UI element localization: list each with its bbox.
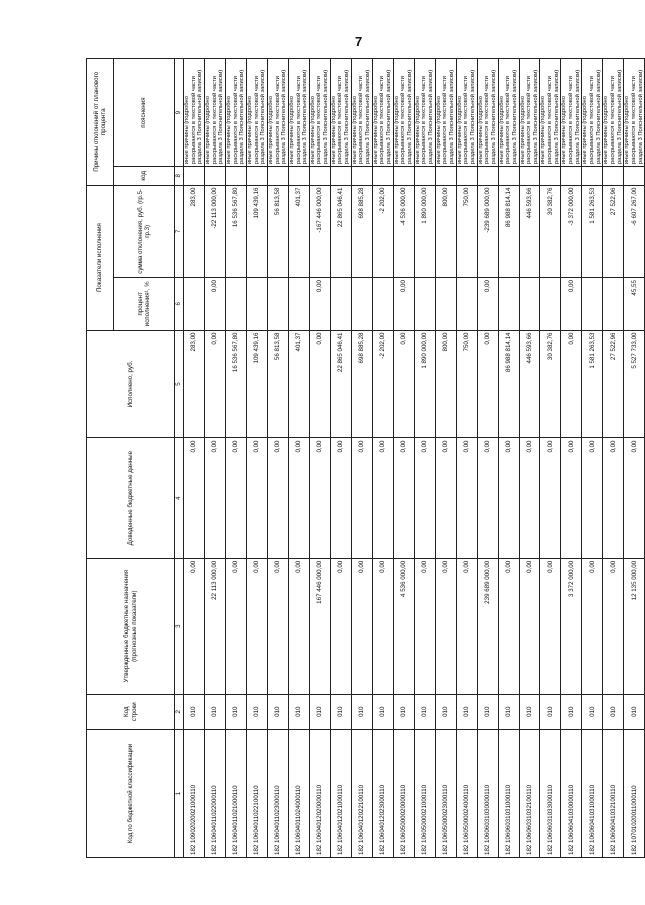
cell-executed: 0,00: [477, 330, 498, 438]
cell-line-code: 010: [582, 694, 603, 729]
cell-executed: 16 536 567,80: [225, 330, 246, 438]
cell-executed: 109 439,16: [246, 330, 267, 438]
cell-code: [309, 167, 330, 186]
col-number: 2: [175, 694, 184, 729]
cell-percent: 45,55: [624, 278, 645, 330]
cell-code: [267, 167, 288, 186]
cell-percent: [603, 278, 624, 330]
cell-explanation: иные причины (подробно раскрываются в текстовой части раздела 3 Пояснительной записки): [561, 59, 582, 167]
cell-code: [519, 167, 540, 186]
header-line-code: Код строки: [87, 694, 175, 729]
cell-percent: [288, 278, 309, 330]
cell-percent: [435, 278, 456, 330]
cell-deviation: 1 890 000,00: [414, 185, 435, 278]
report-sheet: [86, 58, 644, 858]
cell-executed: 1 890 000,00: [414, 330, 435, 438]
cell-approved: 0,00: [519, 558, 540, 694]
cell-executed: 0,00: [561, 330, 582, 438]
header-explanation: пояснения: [114, 59, 175, 167]
cell-executed: 1 581 263,53: [582, 330, 603, 438]
cell-percent: [519, 278, 540, 330]
cell-percent: [267, 278, 288, 330]
table-row: [603, 59, 624, 858]
cell-approved: 167 446 000,00: [309, 558, 330, 694]
cell-line-code: 010: [288, 694, 309, 729]
cell-deviation: -22 113 000,00: [204, 185, 225, 278]
cell-executed: 56 813,58: [267, 330, 288, 438]
cell-line-code: 010: [456, 694, 477, 729]
cell-bcc: 182 10606031032100110: [519, 729, 540, 857]
cell-line-code: 010: [498, 694, 519, 729]
cell-line-code: 010: [435, 694, 456, 729]
cell-deviation: 86 988 814,14: [498, 185, 519, 278]
cell-communicated: 0,00: [204, 438, 225, 558]
cell-communicated: 0,00: [603, 438, 624, 558]
table-row: [351, 59, 372, 858]
col-number: 1: [175, 729, 184, 857]
cell-line-code: 010: [309, 694, 330, 729]
cell-deviation: -6 607 267,00: [624, 185, 645, 278]
cell-percent: [456, 278, 477, 330]
cell-code: [540, 167, 561, 186]
cell-approved: 0,00: [582, 558, 603, 694]
cell-deviation: -167 446 000,00: [309, 185, 330, 278]
cell-explanation: иные причины (подробно раскрываются в текстовой части раздела 3 Пояснительной записки): [372, 59, 393, 167]
cell-explanation: иные причины (подробно раскрываются в текстовой части раздела 3 Пояснительной записки): [519, 59, 540, 167]
cell-bcc: 182 10701020011000110: [624, 729, 645, 857]
cell-deviation: 30 382,76: [540, 185, 561, 278]
cell-approved: 0,00: [414, 558, 435, 694]
table-row: [372, 59, 393, 858]
table-row: [414, 59, 435, 858]
cell-executed: 698 885,28: [351, 330, 372, 438]
cell-code: [204, 167, 225, 186]
col-number: 5: [175, 330, 184, 438]
cell-bcc: 182 10604011022100110: [246, 729, 267, 857]
cell-explanation: иные причины (подробно раскрываются в текстовой части раздела 3 Пояснительной записки): [330, 59, 351, 167]
cell-line-code: 010: [414, 694, 435, 729]
cell-bcc: 182 10604011023000110: [267, 729, 288, 857]
cell-bcc: 182 10604012023000110: [372, 729, 393, 857]
cell-communicated: 0,00: [246, 438, 267, 558]
cell-line-code: 010: [540, 694, 561, 729]
table-row: [393, 59, 414, 858]
cell-line-code: 010: [477, 694, 498, 729]
header-bcc: Код по бюджетной классификации: [87, 729, 175, 857]
cell-explanation: иные причины (подробно раскрываются в текстовой части раздела 3 Пояснительной записки): [309, 59, 330, 167]
header-percent: процент исполнения¹, %: [114, 278, 175, 330]
cell-percent: [184, 278, 205, 330]
cell-communicated: 0,00: [184, 438, 205, 558]
cell-approved: 0,00: [225, 558, 246, 694]
cell-percent: 0,00: [477, 278, 498, 330]
cell-percent: [351, 278, 372, 330]
header-deviation: сумма отклонения, руб. (гр.5-гр.3): [114, 185, 175, 278]
cell-explanation: иные причины (подробно раскрываются в текстовой части раздела 3 Пояснительной записки): [351, 59, 372, 167]
header-approved: Утвержденные бюджетные назначения (прогнозные показатели): [87, 558, 175, 694]
cell-approved: 0,00: [498, 558, 519, 694]
cell-code: [225, 167, 246, 186]
cell-explanation: иные причины (подробно раскрываются в текстовой части раздела 3 Пояснительной записки): [393, 59, 414, 167]
cell-code: [435, 167, 456, 186]
cell-approved: 4 536 000,00: [393, 558, 414, 694]
cell-executed: 27 522,96: [603, 330, 624, 438]
cell-line-code: 010: [519, 694, 540, 729]
cell-communicated: 0,00: [225, 438, 246, 558]
table-row: [204, 59, 225, 858]
cell-code: [498, 167, 519, 186]
table-row: [267, 59, 288, 858]
cell-explanation: иные причины (подробно раскрываются в текстовой части раздела 3 Пояснительной записки): [540, 59, 561, 167]
cell-code: [288, 167, 309, 186]
cell-bcc: 182 10604011021000110: [225, 729, 246, 857]
cell-approved: 0,00: [267, 558, 288, 694]
cell-approved: 0,00: [540, 558, 561, 694]
cell-explanation: иные причины (подробно раскрываются в текстовой части раздела 3 Пояснительной записки): [435, 59, 456, 167]
execution-table: [86, 58, 645, 858]
cell-explanation: иные причины (подробно раскрываются в текстовой части раздела 3 Пояснительной записки): [603, 59, 624, 167]
cell-explanation: иные причины (подробно раскрываются в текстовой части раздела 3 Пояснительной записки): [414, 59, 435, 167]
cell-communicated: 0,00: [540, 438, 561, 558]
cell-explanation: иные причины (подробно раскрываются в текстовой части раздела 3 Пояснительной записки): [582, 59, 603, 167]
cell-explanation: иные причины (подробно раскрываются в текстовой части раздела 3 Пояснительной записки): [246, 59, 267, 167]
cell-communicated: 0,00: [330, 438, 351, 558]
cell-bcc: 182 10606041031000110: [582, 729, 603, 857]
cell-line-code: 010: [603, 694, 624, 729]
cell-bcc: 182 10604011024000110: [288, 729, 309, 857]
cell-percent: [414, 278, 435, 330]
cell-deviation: 56 813,58: [267, 185, 288, 278]
cell-code: [351, 167, 372, 186]
cell-executed: 800,00: [435, 330, 456, 438]
cell-line-code: 010: [267, 694, 288, 729]
cell-approved: 0,00: [184, 558, 205, 694]
cell-code: [561, 167, 582, 186]
table-row: [246, 59, 267, 858]
table-row: [225, 59, 246, 858]
table-row: [582, 59, 603, 858]
cell-bcc: 182 10606041030000110: [561, 729, 582, 857]
cell-approved: 0,00: [435, 558, 456, 694]
cell-explanation: иные причины (подробно раскрываются в текстовой части раздела 3 Пояснительной записки): [288, 59, 309, 167]
cell-deviation: -4 536 000,00: [393, 185, 414, 278]
table-row: [477, 59, 498, 858]
cell-approved: 12 135 000,00: [624, 558, 645, 694]
cell-line-code: 010: [393, 694, 414, 729]
cell-bcc: 182 10605000021000110: [414, 729, 435, 857]
cell-communicated: 0,00: [435, 438, 456, 558]
table-row: [519, 59, 540, 858]
cell-code: [393, 167, 414, 186]
table-row: [498, 59, 519, 858]
cell-code: [246, 167, 267, 186]
cell-explanation: иные причины (подробно раскрываются в текстовой части раздела 3 Пояснительной записки): [184, 59, 205, 167]
cell-line-code: 010: [184, 694, 205, 729]
cell-percent: [540, 278, 561, 330]
cell-communicated: 0,00: [372, 438, 393, 558]
cell-deviation: 698 885,28: [351, 185, 372, 278]
column-numbers-row: [175, 59, 184, 858]
cell-executed: 5 527 733,00: [624, 330, 645, 438]
cell-approved: 0,00: [372, 558, 393, 694]
cell-deviation: -2 202,00: [372, 185, 393, 278]
cell-deviation: 283,00: [184, 185, 205, 278]
cell-bcc: 182 10605000023000110: [435, 729, 456, 857]
cell-deviation: -3 372 000,00: [561, 185, 582, 278]
cell-executed: 30 382,76: [540, 330, 561, 438]
cell-communicated: 0,00: [288, 438, 309, 558]
cell-communicated: 0,00: [582, 438, 603, 558]
cell-explanation: иные причины (подробно раскрываются в текстовой части раздела 3 Пояснительной записки): [624, 59, 645, 167]
cell-executed: 401,37: [288, 330, 309, 438]
cell-communicated: 0,00: [519, 438, 540, 558]
cell-code: [603, 167, 624, 186]
cell-executed: -2 202,00: [372, 330, 393, 438]
cell-deviation: -239 689 000,00: [477, 185, 498, 278]
cell-approved: 0,00: [456, 558, 477, 694]
cell-code: [372, 167, 393, 186]
cell-bcc: 182 10606031033000110: [540, 729, 561, 857]
cell-bcc: 182 10604012020000110: [309, 729, 330, 857]
cell-communicated: 0,00: [456, 438, 477, 558]
cell-explanation: иные причины (подробно раскрываются в текстовой части раздела 3 Пояснительной записки): [498, 59, 519, 167]
cell-communicated: 0,00: [561, 438, 582, 558]
table-row: [540, 59, 561, 858]
col-number: 9: [175, 59, 184, 167]
cell-code: [624, 167, 645, 186]
cell-communicated: 0,00: [624, 438, 645, 558]
cell-bcc: 182 10604011022000110: [204, 729, 225, 857]
table-body: [184, 59, 645, 858]
cell-line-code: 010: [624, 694, 645, 729]
cell-percent: [225, 278, 246, 330]
cell-deviation: 446 593,66: [519, 185, 540, 278]
cell-percent: 0,00: [561, 278, 582, 330]
cell-deviation: 1 581 263,53: [582, 185, 603, 278]
cell-approved: 0,00: [288, 558, 309, 694]
cell-code: [456, 167, 477, 186]
cell-deviation: 109 439,16: [246, 185, 267, 278]
cell-approved: 0,00: [246, 558, 267, 694]
cell-line-code: 010: [330, 694, 351, 729]
cell-executed: 283,00: [184, 330, 205, 438]
cell-percent: [372, 278, 393, 330]
cell-bcc: 182 10606031031000110: [498, 729, 519, 857]
cell-code: [414, 167, 435, 186]
cell-percent: [498, 278, 519, 330]
header-communicated: Доведенные бюджетные данные: [87, 438, 175, 558]
cell-bcc: 182 10606041032100110: [603, 729, 624, 857]
cell-communicated: 0,00: [414, 438, 435, 558]
cell-code: [184, 167, 205, 186]
cell-communicated: 0,00: [351, 438, 372, 558]
cell-approved: 3 372 000,00: [561, 558, 582, 694]
cell-deviation: 16 536 567,80: [225, 185, 246, 278]
cell-percent: [246, 278, 267, 330]
cell-percent: 0,00: [393, 278, 414, 330]
page-number: 7: [355, 34, 363, 49]
table-row: [330, 59, 351, 858]
col-number: 7: [175, 185, 184, 278]
cell-percent: [582, 278, 603, 330]
cell-communicated: 0,00: [267, 438, 288, 558]
cell-bcc: 182 10606031030000110: [477, 729, 498, 857]
table-row: [184, 59, 205, 858]
cell-deviation: 27 522,96: [603, 185, 624, 278]
cell-executed: 0,00: [204, 330, 225, 438]
cell-percent: 0,00: [309, 278, 330, 330]
cell-line-code: 010: [372, 694, 393, 729]
col-number: 3: [175, 558, 184, 694]
header-executed: Исполнено, руб.: [87, 330, 175, 438]
cell-deviation: 750,00: [456, 185, 477, 278]
cell-executed: 86 988 814,14: [498, 330, 519, 438]
cell-approved: 0,00: [330, 558, 351, 694]
cell-line-code: 010: [204, 694, 225, 729]
cell-line-code: 010: [351, 694, 372, 729]
cell-executed: 446 593,66: [519, 330, 540, 438]
cell-executed: 750,00: [456, 330, 477, 438]
cell-deviation: 800,00: [435, 185, 456, 278]
col-number: 6: [175, 278, 184, 330]
table-row: [624, 59, 645, 858]
cell-approved: 0,00: [351, 558, 372, 694]
cell-code: [330, 167, 351, 186]
cell-approved: 239 689 000,00: [477, 558, 498, 694]
cell-line-code: 010: [561, 694, 582, 729]
cell-explanation: иные причины (подробно раскрываются в текстовой части раздела 3 Пояснительной записки): [204, 59, 225, 167]
cell-explanation: иные причины (подробно раскрываются в текстовой части раздела 3 Пояснительной записки): [477, 59, 498, 167]
cell-executed: 0,00: [309, 330, 330, 438]
cell-communicated: 0,00: [477, 438, 498, 558]
table-row: [456, 59, 477, 858]
header-code: код: [114, 167, 175, 186]
cell-executed: 0,00: [393, 330, 414, 438]
table-row: [561, 59, 582, 858]
col-number: 8: [175, 167, 184, 186]
cell-communicated: 0,00: [309, 438, 330, 558]
table-row: [288, 59, 309, 858]
cell-bcc: 182 10604012021000110: [330, 729, 351, 857]
cell-bcc: 182 10902020021000110: [184, 729, 205, 857]
cell-code: [477, 167, 498, 186]
table-row: [309, 59, 330, 858]
cell-explanation: иные причины (подробно раскрываются в текстовой части раздела 3 Пояснительной записки): [225, 59, 246, 167]
cell-executed: 22 865 046,41: [330, 330, 351, 438]
cell-bcc: 182 10605000020000110: [393, 729, 414, 857]
cell-bcc: 182 10604012022100110: [351, 729, 372, 857]
cell-approved: 22 113 000,00: [204, 558, 225, 694]
cell-deviation: 22 865 046,41: [330, 185, 351, 278]
col-number: 4: [175, 438, 184, 558]
header-indicators: Показатели исполнения: [87, 185, 114, 330]
cell-explanation: иные причины (подробно раскрываются в текстовой части раздела 3 Пояснительной записки): [267, 59, 288, 167]
cell-approved: 0,00: [603, 558, 624, 694]
cell-percent: 0,00: [204, 278, 225, 330]
cell-bcc: 182 10605000024000110: [456, 729, 477, 857]
cell-code: [582, 167, 603, 186]
cell-communicated: 0,00: [498, 438, 519, 558]
cell-percent: [330, 278, 351, 330]
cell-deviation: 401,37: [288, 185, 309, 278]
cell-line-code: 010: [246, 694, 267, 729]
cell-line-code: 010: [225, 694, 246, 729]
cell-explanation: иные причины (подробно раскрываются в текстовой части раздела 3 Пояснительной записки): [456, 59, 477, 167]
header-reasons: Причины отклонений от планового процента: [87, 59, 114, 186]
cell-communicated: 0,00: [393, 438, 414, 558]
table-row: [435, 59, 456, 858]
